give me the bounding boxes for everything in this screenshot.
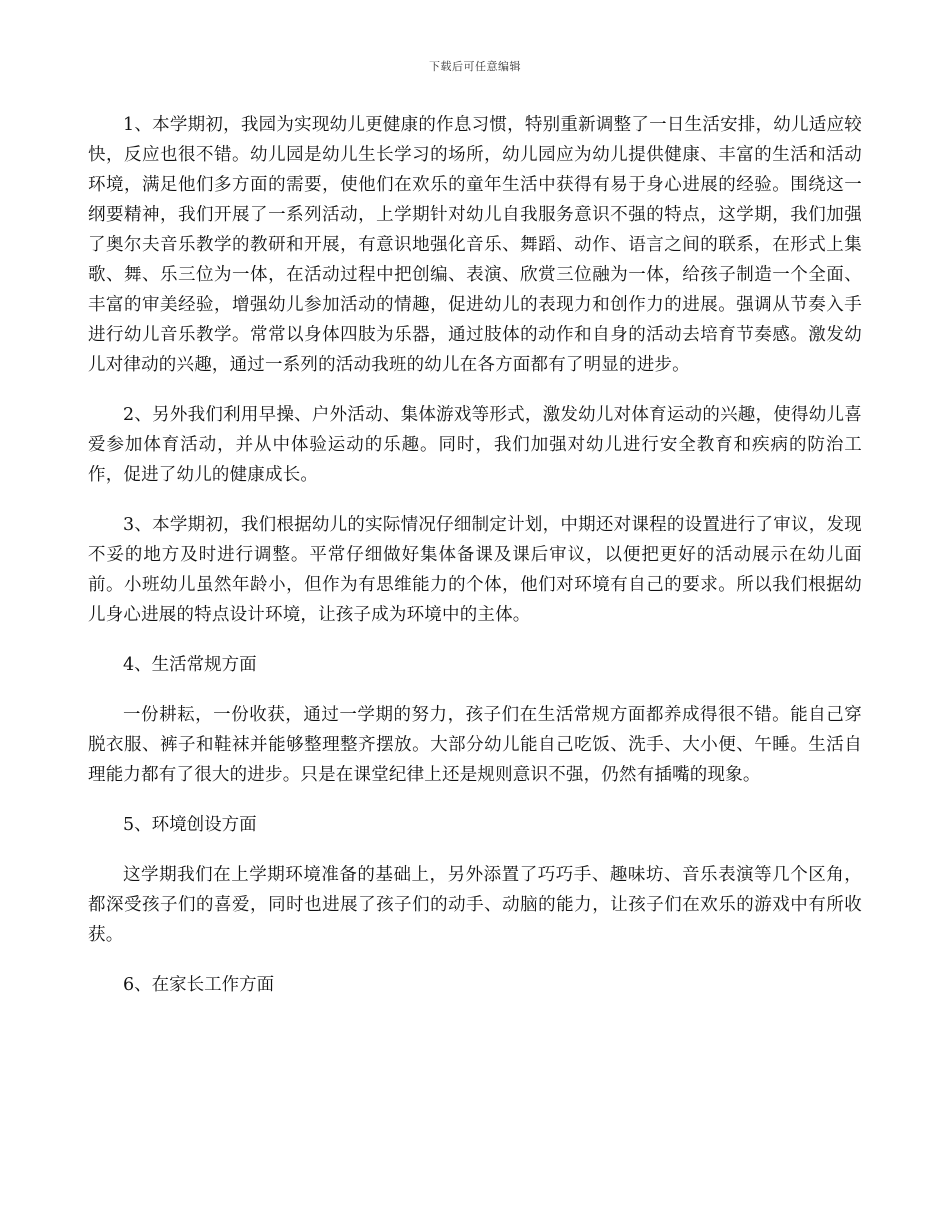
document-body — [88, 110, 862, 1020]
section-heading-6: 6、在家长工作方面 — [123, 975, 275, 995]
paragraph-4: 一份耕耘，一份收获，通过一学期的努力，孩子们在生活常规方面都养成得很不错。能自己穿脱衣服、裤子和鞋袜并能够整理整齐摆放。大部分幼儿能自己吃饭、洗手、大小便、午睡。生活自理能力都有了很大的进步。只是在课堂纪律上还是规则意识不强，仍然有插嘴的现象。 — [88, 705, 862, 785]
header-note: 下载后可任意编辑 — [429, 60, 521, 73]
section-heading-5: 5、环境创设方面 — [123, 815, 257, 835]
paragraph-3: 3、本学期初，我们根据幼儿的实际情况仔细制定计划，中期还对课程的设置进行了审议，发现不妥的地方及时进行调整。平常仔细做好集体备课及课后审议，以便把更好的活动展示在幼儿面前。小班幼儿虽然年龄小，但作为有思维能力的个体，他们对环境有自己的要求。所以我们根据幼儿身心进展的特点设计环境，让孩子成为环境中的主体。 — [88, 515, 862, 625]
paragraph-1: 1、本学期初，我园为实现幼儿更健康的作息习惯，特别重新调整了一日生活安排，幼儿适应较快，反应也很不错。幼儿园是幼儿生长学习的场所，幼儿园应为幼儿提供健康、丰富的生活和活动环境，满足他们多方面的需要，使他们在欢乐的童年生活中获得有易于身心进展的经验。围绕这一纲要精神，我们开展了一系列活动，上学期针对幼儿自我服务意识不强的特点，这学期，我们加强了奥尔夫音乐教学的教研和开展，有意识地强化音乐、舞蹈、动作、语言之间的联系，在形式上集歌、舞、乐三位为一体，在活动过程中把创编、表演、欣赏三位融为一体，给孩子制造一个全面、丰富的审美经验，增强幼儿参加活动的情趣，促进幼儿的表现力和创作力的进展。强调从节奏入手进行幼儿音乐教学。常常以身体四肢为乐器，通过肢体的动作和自身的活动去培育节奏感。激发幼儿对律动的兴趣，通过一系列的活动我班的幼儿在各方面都有了明显的进步。 — [88, 115, 862, 375]
paragraph-5: 这学期我们在上学期环境准备的基础上，另外添置了巧巧手、趣味坊、音乐表演等几个区角，都深受孩子们的喜爱，同时也进展了孩子们的动手、动脑的能力，让孩子们在欢乐的游戏中有所收获。 — [88, 865, 862, 945]
paragraph-2: 2、另外我们利用早操、户外活动、集体游戏等形式，激发幼儿对体育运动的兴趣，使得幼儿喜爱参加体育活动，并从中体验运动的乐趣。同时，我们加强对幼儿进行安全教育和疾病的防治工作，促进了幼儿的健康成长。 — [88, 405, 862, 485]
section-heading-4: 4、生活常规方面 — [123, 655, 257, 675]
